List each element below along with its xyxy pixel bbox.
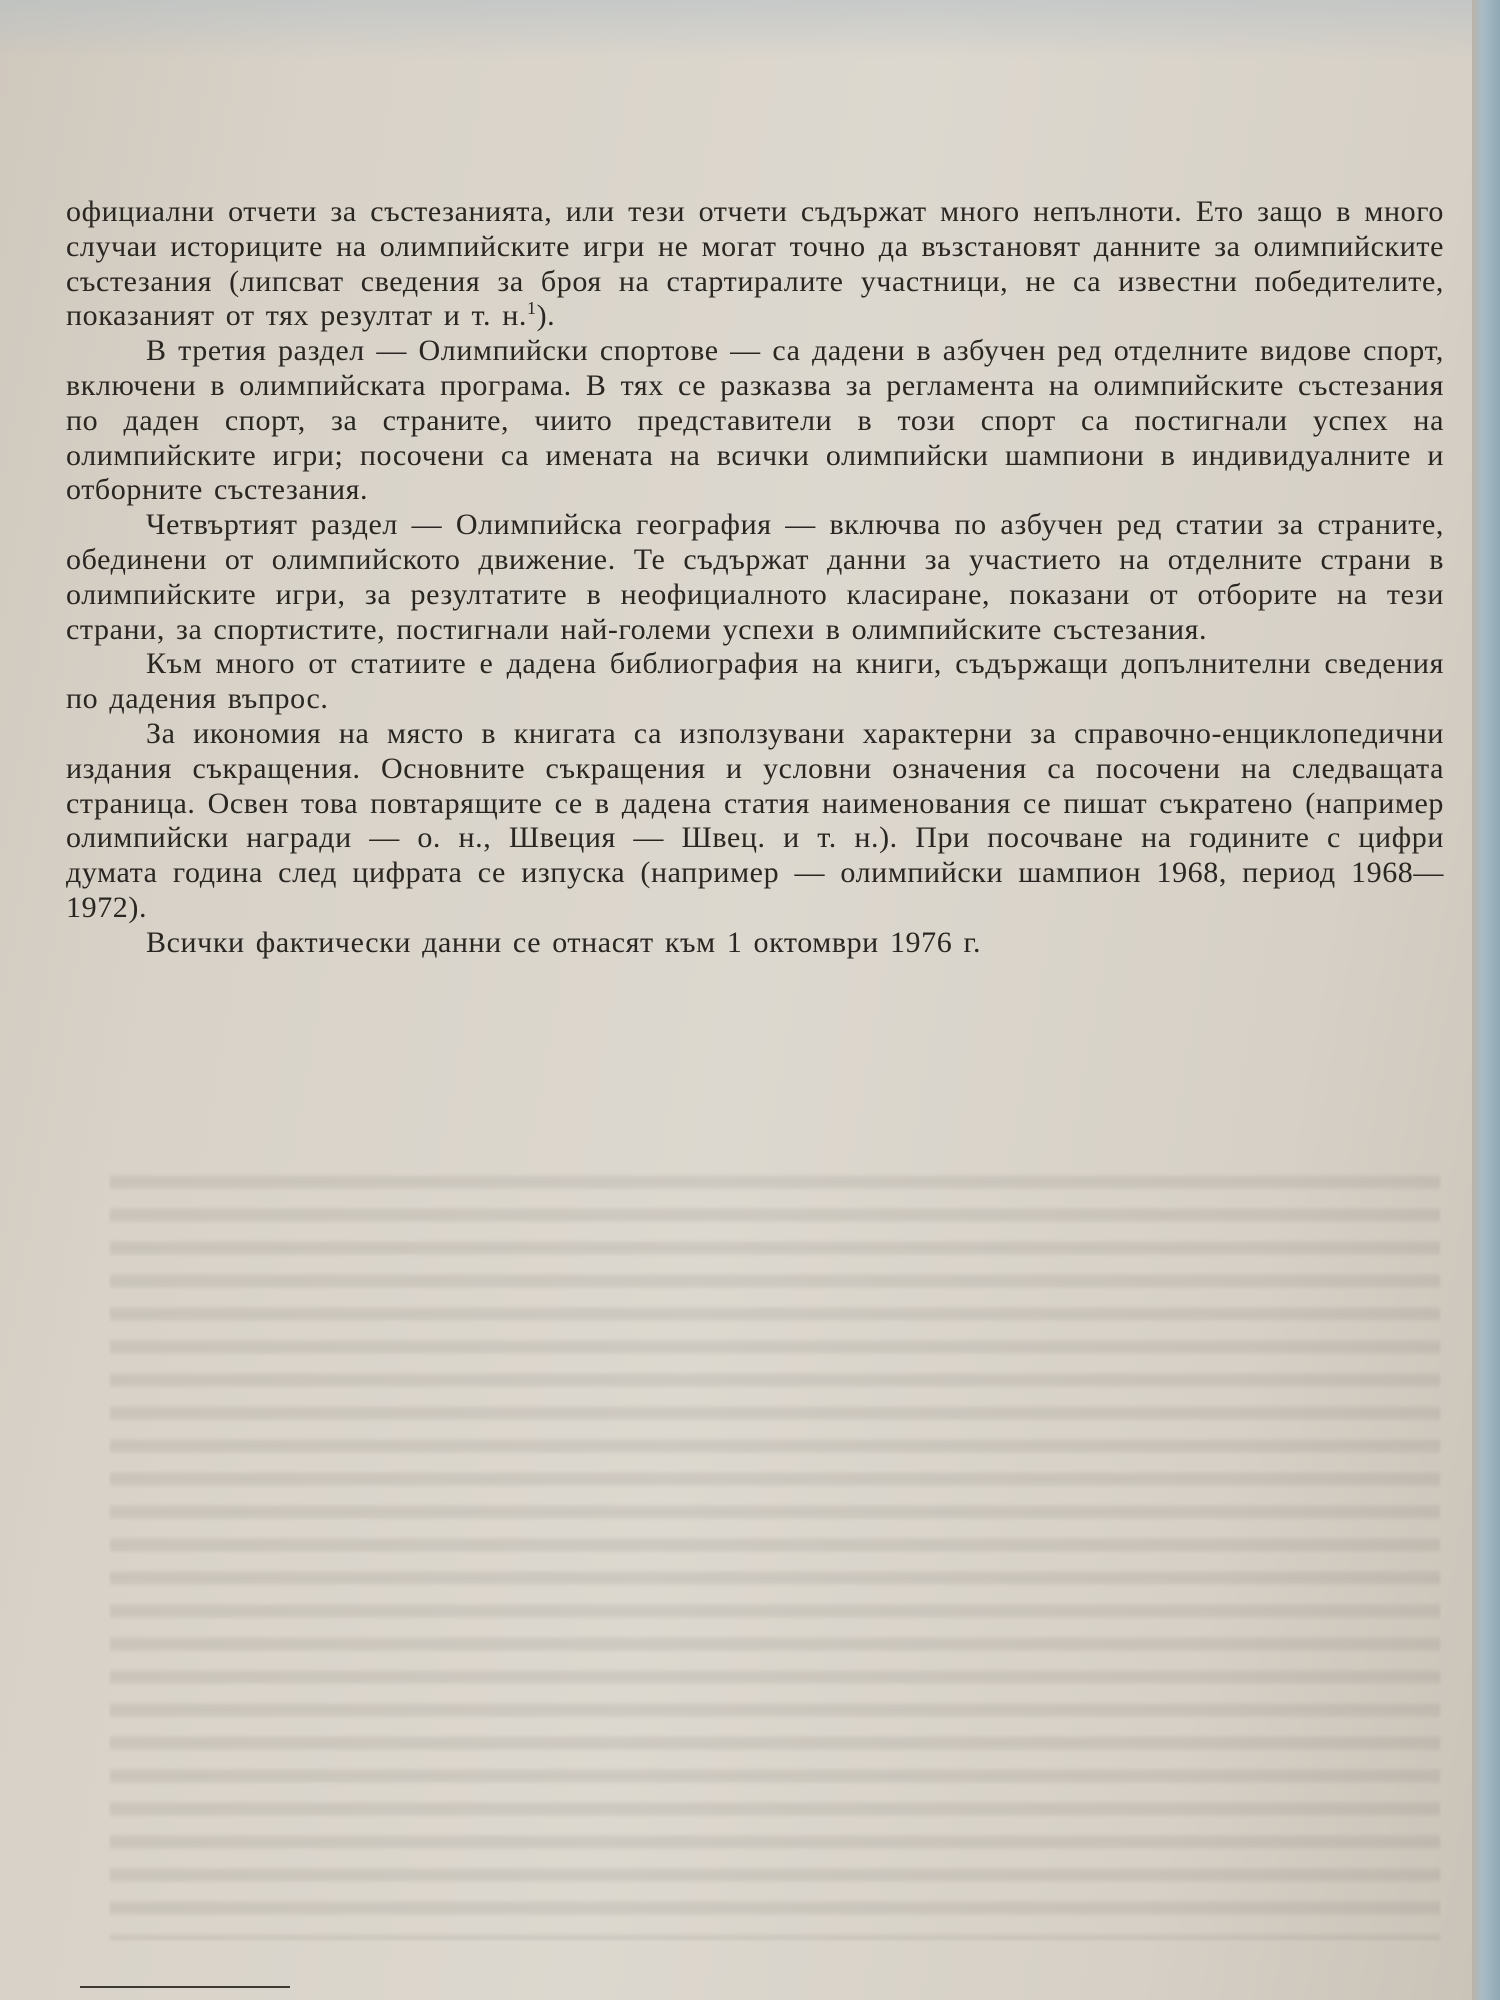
paragraph-1-text: официални отчети за състезанията, или тези отчети съдържат много непълноти. Ето защо в много случаи историците на олимпийските игри не могат точно да възстановят данните за олимпийските състезания (липсват сведения за броя на стартиралите участници, не са известни победителите, показаният от тях резултат и т. н. (66, 195, 1444, 333)
paragraph-1 (66, 195, 1444, 334)
show-through-text (110, 1160, 1440, 1940)
paragraph-4: Към много от статиите е дадена библиография на книги, съдържащи допълнителни сведения по дадения въпрос. (66, 647, 1444, 716)
book-cover-edge (1472, 0, 1500, 2000)
footnote-rule (80, 1986, 290, 1988)
paragraph-2: В третия раздел — Олимпийски спортове — са дадени в азбучен ред отделните видове спорт, включени в олимпийската програма. В тях се разказва за регламента на олимпийските състезания по даден спорт, за страните, чиито представители в този спорт са постигнали успех на олимпийските игри; посочени са имената на всички олимпийски шампиони в индивидуалните и отборните състезания. (66, 334, 1444, 507)
paragraph-5: За икономия на място в книгата са използувани характерни за справочно-енциклопедични издания съкращения. Основните съкращения и условни означения са посочени на следващата страница. Освен това повтарящите се в дадена статия наименования се пишат съкратено (например олимпийски награди — о. н., Швеция — Швец. и т. н.). При посочване на годините с цифри думата година след цифрата се изпуска (например — олимпийски шампион 1968, период 1968—1972). (66, 716, 1444, 924)
page-top-shadow (0, 0, 1500, 60)
paragraph-3: Четвъртият раздел — Олимпийска география — включва по азбучен ред статии за страните, обединени от олимпийското движение. Те съдържат данни за участието на отделните страни в олимпийските игри, за резултатите в неофициалното класиране, показани от отборите на тези страни, за спортистите, постигнали най-големи успехи в олимпийските състезания. (66, 508, 1444, 646)
paragraph-6: Всички фактически данни се отнасят към 1 октомври 1976 г. (146, 925, 982, 959)
body-text (66, 195, 1444, 961)
paragraph-1-tail: ). (536, 299, 556, 333)
footnote-marker[interactable]: 1 (526, 298, 537, 319)
